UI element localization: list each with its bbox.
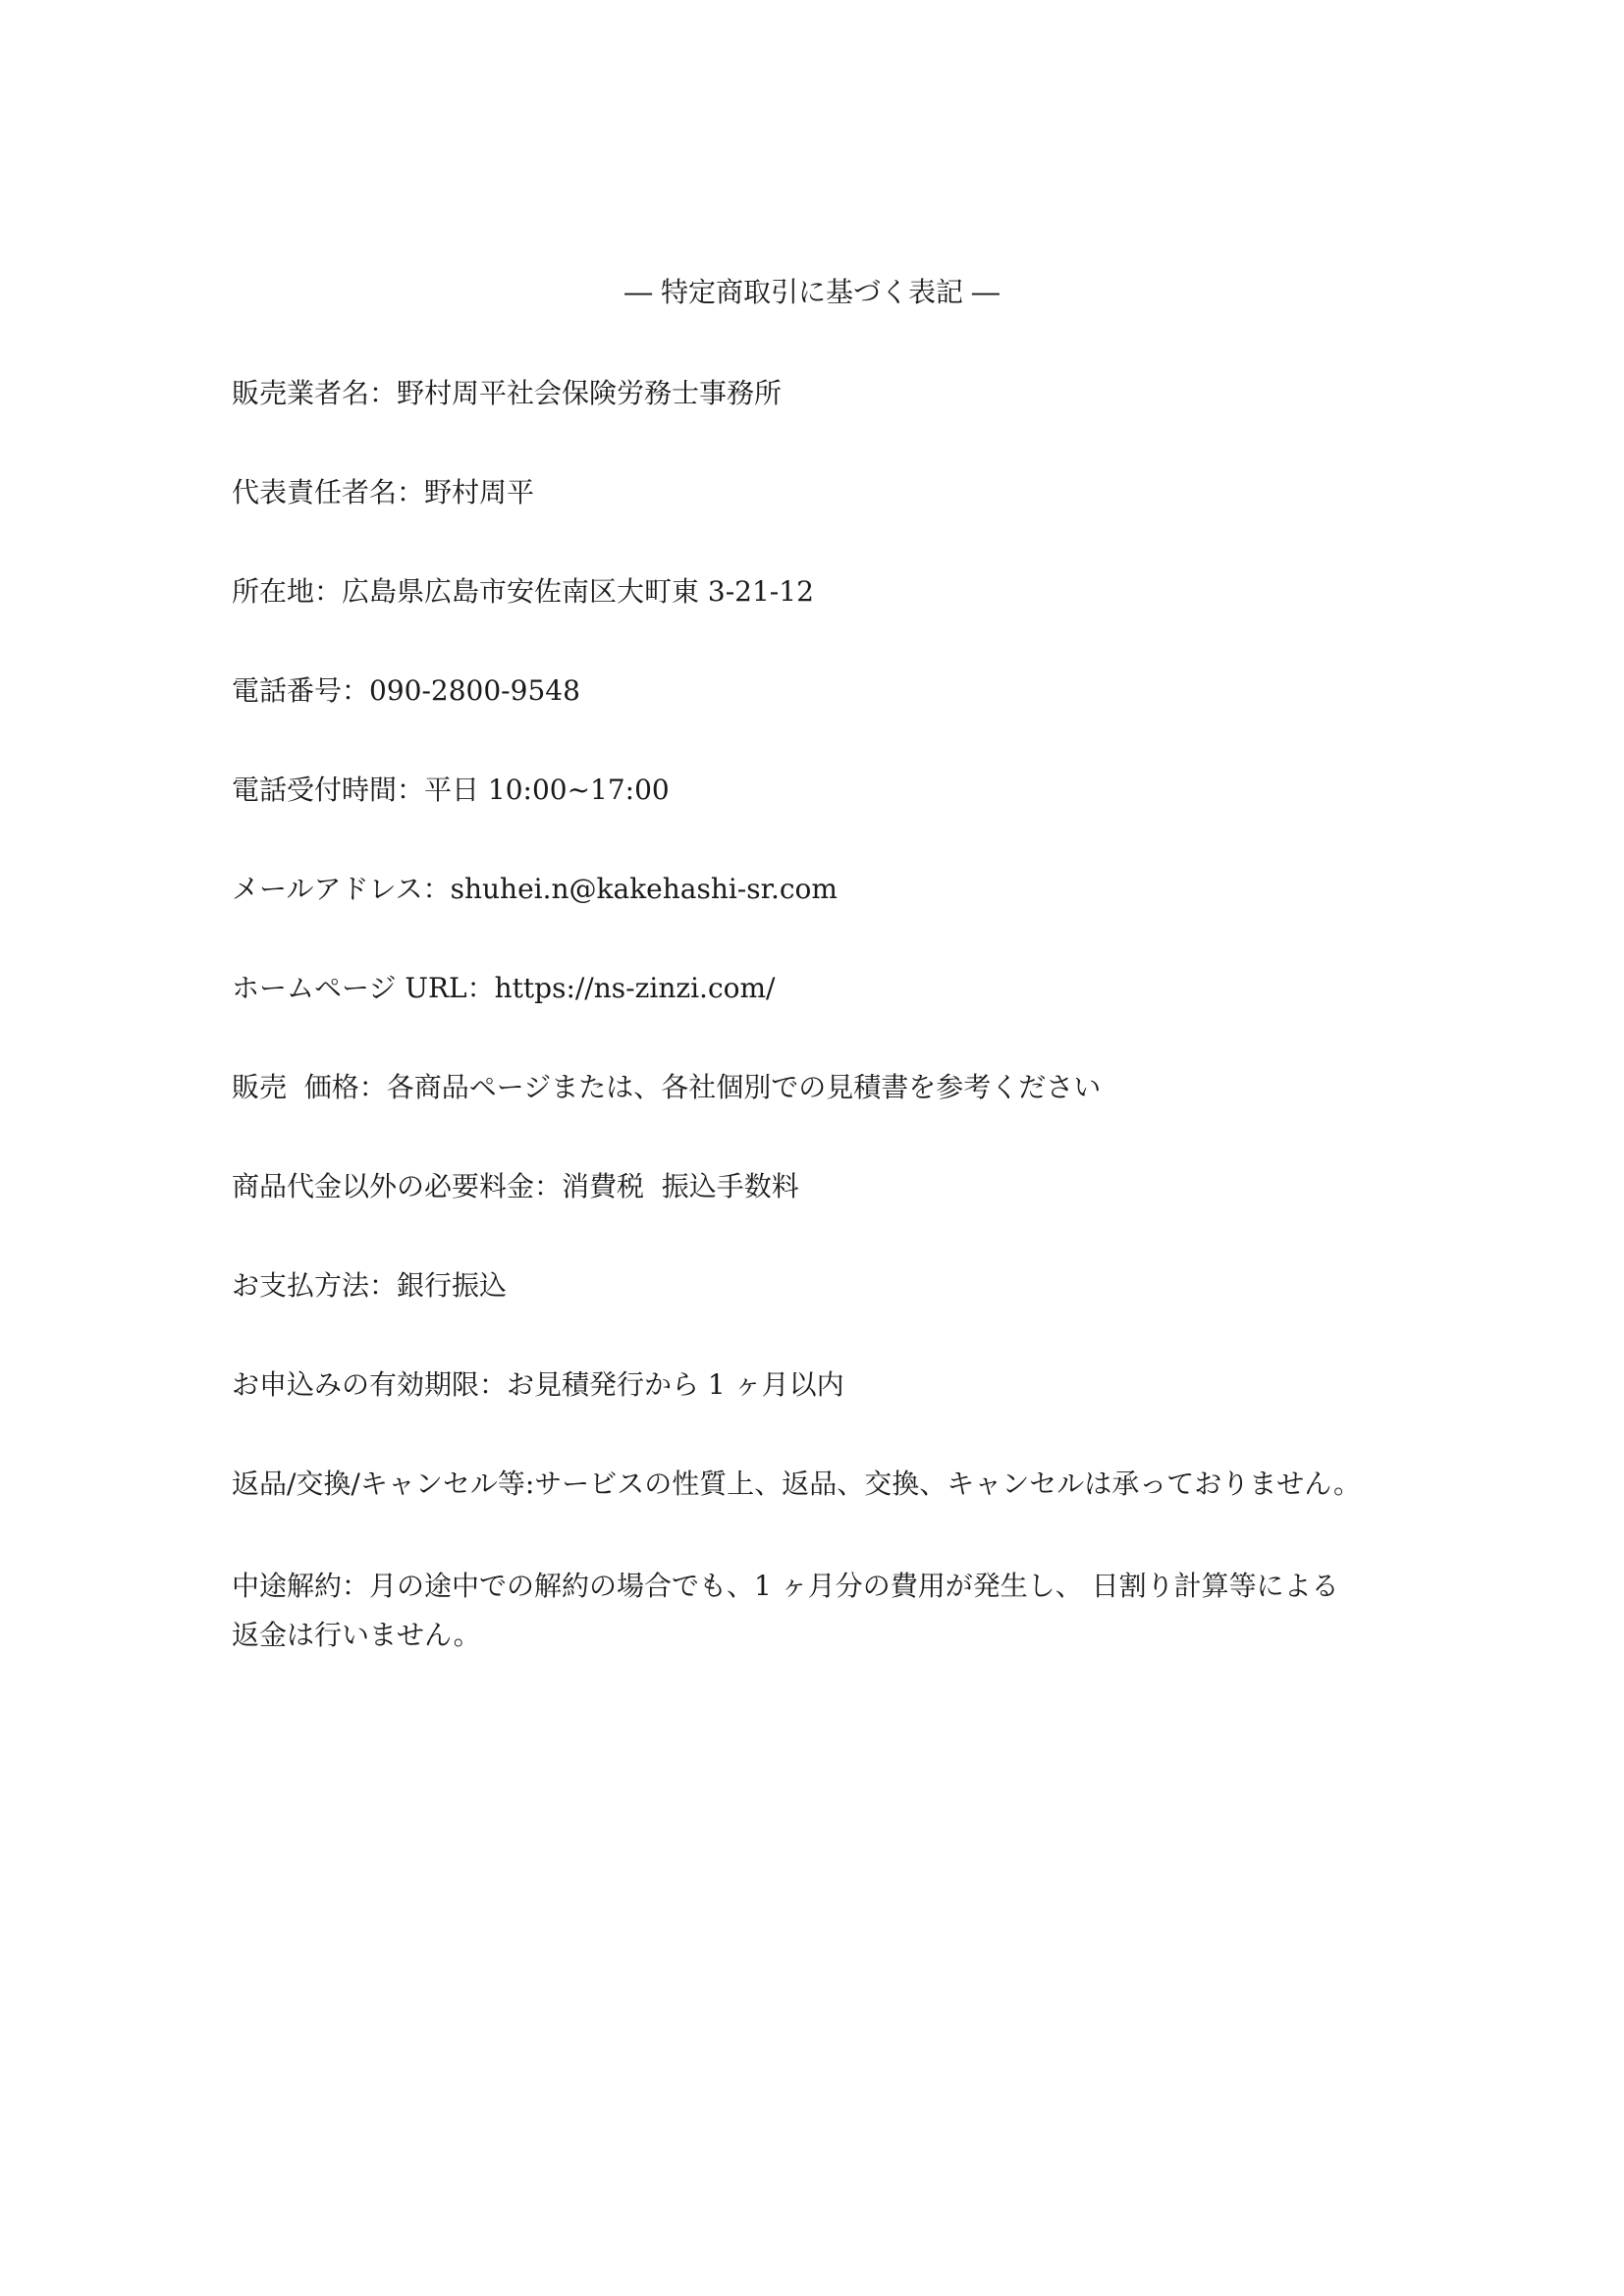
address-line: 所在地：広島県広島市安佐南区大町東 3-21-12 (232, 575, 814, 608)
price-line: 販売 価格：各商品ページまたは、各社個別での見積書を参考ください (232, 1071, 1102, 1103)
payment-method-line: お支払方法：銀行振込 (232, 1269, 508, 1302)
document-title: ― 特定商取引に基づく表記 ― (624, 276, 1000, 308)
phone-hours-line: 電話受付時間：平日 10:00~17:00 (232, 774, 670, 806)
extra-fees-line: 商品代金以外の必要料金：消費税 振込手数料 (232, 1170, 799, 1202)
validity-period-line: お申込みの有効期限：お見積発行から 1 ヶ月以内 (232, 1368, 844, 1401)
cancellation-line-2: 返金は行いません。 (232, 1619, 481, 1651)
seller-name-line: 販売業者名：野村周平社会保険労務士事務所 (232, 377, 783, 409)
homepage-url-line: ホームページ URL：https://ns-zinzi.com/ (232, 972, 776, 1004)
cancellation-paragraph (232, 1562, 1410, 1660)
email-line: メールアドレス：shuhei.n@kakehashi-sr.com (232, 873, 838, 905)
representative-line: 代表責任者名：野村周平 (232, 476, 535, 508)
cancellation-line-1: 中途解約：月の途中での解約の場合でも、1 ヶ月分の費用が発生し、 日割り計算等による (232, 1570, 1339, 1602)
phone-line: 電話番号：090-2800-9548 (232, 674, 580, 707)
returns-policy-line: 返品/交換/キャンセル等:サービスの性質上、返品、交換、キャンセルは承っておりません。 (232, 1468, 1361, 1500)
